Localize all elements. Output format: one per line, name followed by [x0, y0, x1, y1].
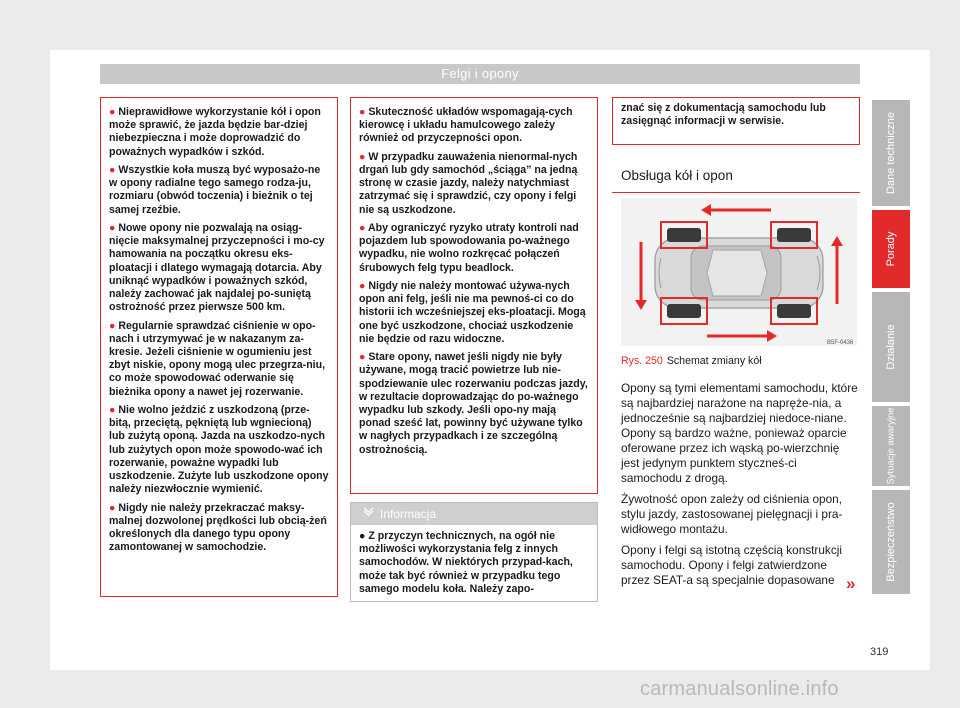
continue-arrow-icon: »: [846, 574, 856, 593]
figure-code: B5F-0436: [827, 340, 854, 346]
tab-dzialanie[interactable]: Działanie: [872, 292, 910, 402]
bullet-icon: ●: [359, 280, 366, 292]
warning-box-2: [350, 97, 598, 494]
bullet-icon: ●: [109, 164, 116, 176]
bullet-icon: ●: [109, 319, 116, 332]
info-icon: [363, 503, 374, 525]
section-title: Obsługa kół i opon: [621, 168, 733, 183]
page-title: Felgi i opony: [100, 64, 860, 84]
bullet-icon: ●: [109, 501, 116, 514]
warning-item: ● Nie wolno jeździć z uszkodzoną (prze-bitą, przeciętą, pękniętą lub wgniecioną) lub zużytą oponą. Jazda na uszkodzo-nych lub zużytych opon może spowodo-wać ich rozerwanie, poważne wypadki lub uszkodzenie. Zużyte lub uszkodzone opony należy niezwłocznie wymienić.: [109, 404, 329, 496]
paragraph: Opony i felgi są istotną częścią konstrukcji samochodu. Opony i felgi zatwierdzone przez SEAT-a są specjalnie dopasowane: [621, 543, 842, 587]
bullet-icon: ●: [359, 106, 366, 118]
warning-box-3: [612, 97, 860, 145]
info-text: ● Z przyczyn technicznych, na ogół nie możliwości wykorzystania felg z innych samochodów. W niektórych przypad-kach, może tak być również w przypadku tego samego modelu koła. Należy zapo-: [359, 530, 573, 595]
info-box: [350, 502, 598, 602]
tab-sytuacje-awaryjne[interactable]: Sytuacje awaryjne: [872, 406, 910, 486]
bullet-icon: ●: [359, 351, 366, 364]
figure-tire-rotation: [621, 198, 857, 346]
bullet-icon: ●: [359, 150, 366, 163]
paragraph: Opony są tymi elementami samochodu, które są najbardziej narażone na napręże-nia, a jednocześnie są najbardziej niedoce-niane. Opony są bardzo ważne, ponieważ oparcie oferowane przez ich wąską po-wierzchnię jest jedynym punktem styczneś-ci samochodu z drogą.: [621, 381, 858, 485]
section-divider: [612, 192, 860, 193]
warning-item: ● Nowe opony nie pozwalają na osiąg-nięcie maksymalnej przyczepności i mo-cy hamowania na początku okresu eks-ploatacji i dlatego wymagają dotarcia. Aby uniknąć wypadków i poważnych szkód, należy zachować jak najdalej po-suniętą ostrożność przez pierwsze 500 km.: [109, 222, 325, 314]
tab-bezpieczenstwo[interactable]: Bezpieczeństwo: [872, 490, 910, 594]
warning-item: ● Regularnie sprawdzać ciśnienie w opo-nach i utrzymywać je w nakazanym za-kresie. Jeżeli ciśnienie w ogumieniu jest zbyt niskie, opony mogą ulec przegrza-niu, co może spowodować oderwanie się bieżnika opony a nawet jej rozerwanie.: [109, 319, 326, 398]
warning-item: ● Wszystkie koła muszą być wyposażo-ne w opony radialne tego samego rodza-ju, rozmiaru (obwód toczenia) i bieżnik o tej samej rzeźbie.: [109, 164, 321, 216]
tab-dane-techniczne[interactable]: Dane techniczne: [872, 100, 910, 206]
paragraph: Żywotność opon zależy od ciśnienia opon, stylu jazdy, zastosowanej pielęgnacji i pra-widłowego montażu.: [621, 492, 843, 536]
page-number: 319: [870, 646, 889, 658]
figure-caption: [621, 355, 762, 367]
figure-caption-text: Schemat zmiany kół: [666, 355, 762, 367]
info-title: Informacja: [380, 507, 437, 521]
warning-item: ● Nieprawidłowe wykorzystanie kół i opon może sprawić, że jazda będzie bar-dziej niebezpieczna i może doprowadzić do poważnych wypadków i szkód.: [109, 106, 321, 158]
bullet-icon: ●: [109, 222, 116, 234]
tab-porady[interactable]: Porady: [872, 210, 910, 288]
bullet-icon: ●: [109, 106, 116, 118]
warning-item: ● Skuteczność układów wspomagają-cych kierowcę i układu hamulcowego zależy również od przyczepności opon.: [359, 106, 573, 145]
bullet-icon: ●: [359, 222, 366, 234]
warning-continuation: znać się z dokumentacją samochodu lub zasięgnąć informacji w serwisie.: [621, 102, 826, 128]
warning-item: ● Nigdy nie należy przekraczać maksy-malnej dozwolonej prędkości lub obcią-żeń określonych dla danego typu opony zamontowanej w samochodzie.: [109, 501, 327, 554]
warning-item: ● Stare opony, nawet jeśli nigdy nie były używane, mogą tracić powietrze lub nie-spodziewanie ulec rozerwaniu podczas jazdy, w rezultacie doprowadzając do po-ważnego wypadku lub szkody. Jeśli opo-ny mają ponad sześć lat, powinny być używane tylko w nagłych przypadkach i ze szczególną ostrożnością.: [359, 351, 588, 456]
body-text: [621, 381, 859, 594]
warning-item: ● W przypadku zauważenia nienormal-nych drgań lub gdy samochód „ściąga” na jedną stronę w czasie jazdy, należy natychmiast zatrzymać się i sprawdzić, czy opony i felgi nie są uszkodzone.: [359, 150, 578, 216]
bullet-icon: ●: [359, 530, 366, 542]
info-header: [351, 503, 597, 525]
figure-number: Rys. 250: [621, 355, 663, 367]
bullet-icon: ●: [109, 404, 116, 417]
watermark: carmanualsonline.info: [640, 678, 839, 700]
warning-item: ● Aby ograniczyć ryzyko utraty kontroli nad pojazdem lub spowodowania po-ważnego wypadku, nie wolno rozkręcać połączeń śrubowych felg typu beadlock.: [359, 222, 579, 274]
warning-item: ● Nigdy nie należy montować używa-nych opon ani felg, jeśli nie ma pewnoś-ci co do historii ich wcześniejszej eks-ploatacji. Mogą one być uszkodzone, chociaż uszkodzenie nie będzie od razu widoczne.: [359, 280, 586, 345]
warning-box-1: [100, 97, 338, 597]
